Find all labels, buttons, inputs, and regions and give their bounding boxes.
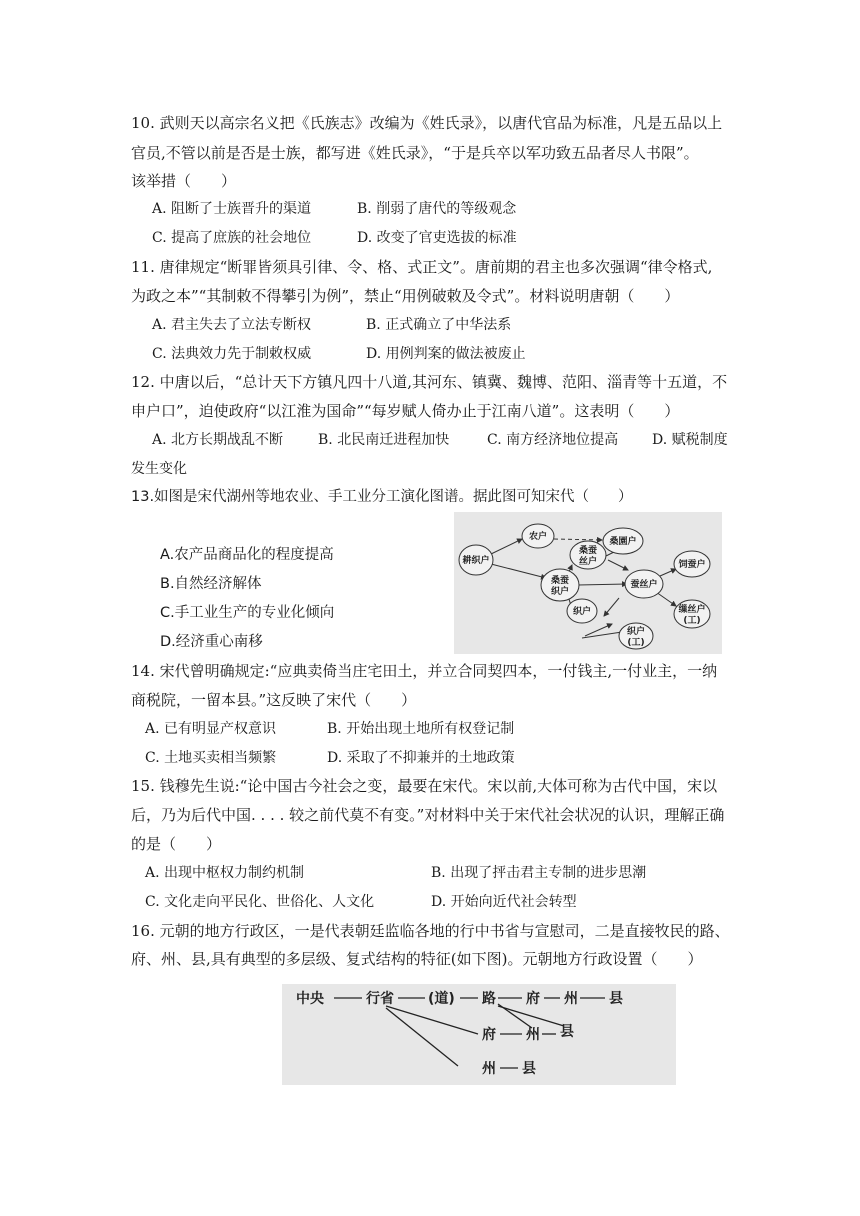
q11-option-c: C. 法典效力先于制敕权威 [152, 346, 312, 362]
q12-stem-line-2: 申户口”，迫使政府“以江淮为国命”“每岁赋人倚办止于江南八道”。这表明（ ） [131, 402, 680, 420]
node-zhigong-1: 织户 [626, 627, 646, 637]
q16-admin-diagram [282, 984, 676, 1085]
q12-option-d: D. 赋税制度 [652, 432, 728, 448]
q10-option-a: A. 阻断了士族晋升的渠道 [152, 201, 312, 217]
q16-stem-line-1: 16. 元朝的地方行政区，一是代表朝廷监临各地的行中书省与宣慰司，二是直接牧民的路、 [131, 922, 730, 940]
q14-option-c: C. 土地买卖相当频繁 [145, 750, 277, 766]
q13-option-d: D.经济重心南移 [160, 634, 263, 650]
q16-stem-line-2: 府、州、县,具有典型的多层级、复式结构的特征(如下图)。元朝地方行政设置（ ） [131, 950, 703, 968]
dao-label: (道) [428, 991, 455, 1007]
q13-division-diagram [454, 512, 722, 654]
xian-bot-label: 县 [522, 1061, 536, 1077]
node-sican: 饲蚕户 [678, 560, 706, 570]
q10-option-c: C. 提高了庶族的社会地位 [152, 230, 312, 246]
q15-stem-line-3: 的是（ ） [131, 835, 222, 853]
node-sangyuan: 桑園户 [609, 537, 637, 547]
q13-option-a: A.农产品商品化的程度提高 [160, 547, 334, 563]
q11-option-b: B. 正式确立了中华法系 [366, 317, 512, 333]
node-cansi: 蚕丝户 [630, 580, 658, 590]
zhou-mid-label: 州 [526, 1027, 540, 1043]
q10-stem-line-3: 该举措（ ） [131, 172, 237, 190]
q14-option-a: A. 已有明显产权意识 [145, 721, 277, 737]
q12-option-a: A. 北方长期战乱不断 [152, 432, 284, 448]
q10-stem-line-2: 官员,不管以前是否是士族，都写进《姓氏录》，“于是兵卒以军功致五品者尽人书限”。 [131, 144, 699, 162]
node-saosi-2: (工) [683, 616, 701, 626]
q14-option-d: D. 采取了不抑兼并的土地政策 [327, 750, 515, 766]
xian-top-label: 县 [609, 991, 623, 1007]
fu-top-label: 府 [526, 991, 540, 1007]
node-saosi-1: 缫丝户 [678, 605, 706, 615]
zhou-bot-label: 州 [482, 1061, 496, 1077]
node-sangcan-zhi-1: 桑蚕 [550, 576, 570, 586]
q12-option-d-continued: 发生变化 [131, 461, 187, 477]
zhou-top-label: 州 [564, 991, 578, 1007]
fu-mid-label: 府 [482, 1027, 496, 1043]
q15-option-d: D. 开始向近代社会转型 [431, 894, 577, 910]
q11-option-a: A. 君主失去了立法专断权 [152, 317, 312, 333]
q12-stem-line-1: 12. 中唐以后，“总计天下方镇凡四十八道,其河东、镇冀、魏博、范阳、淄青等十五道，不 [131, 373, 728, 391]
q11-stem-line-2: 为政之本”“其制敕不得攀引为例”，禁止“用例破敕及令式”。材料说明唐朝（ ） [131, 287, 680, 305]
q13-option-c: C.手工业生产的专业化倾向 [160, 605, 335, 621]
q14-stem-line-1: 14. 宋代曾明确规定:“应典卖倚当庄宅田土，并立合同契四本，一付钱主,一付业主，一纳 [131, 662, 718, 680]
zhongyang-label: 中央 [296, 991, 324, 1007]
node-zhi: 织户 [572, 607, 592, 617]
node-sangcan-si-2: 丝户 [578, 557, 598, 567]
node-zhigong-2: (工) [627, 638, 645, 648]
q10-stem-line-1: 10. 武则天以高宗名义把《氏族志》改编为《姓氏录》，以唐代官品为标准，凡是五品以上 [131, 114, 723, 132]
q12-option-c: C. 南方经济地位提高 [487, 432, 619, 448]
xingsheng-label: 行省 [366, 991, 394, 1007]
q14-stem-line-2: 商税院，一留本县。”这反映了宋代（ ） [131, 691, 417, 709]
q12-option-b: B. 北民南迁进程加快 [318, 432, 450, 448]
q10-option-d: D. 改变了官吏选拔的标准 [357, 230, 517, 246]
node-sangcan-zhi-2: 织户 [550, 587, 570, 597]
node-nong: 农户 [528, 532, 548, 542]
lu-label: 路 [482, 991, 496, 1007]
q14-option-b: B. 开始出现土地所有权登记制 [327, 721, 515, 737]
q15-option-c: C. 文化走向平民化、世俗化、人文化 [145, 894, 375, 910]
q10-option-b: B. 削弱了唐代的等级观念 [357, 201, 517, 217]
q15-stem-line-2: 后，乃为后代中国. . . . 较之前代莫不有变。”对材料中关于宋代社会状况的认识，理解正确 [131, 806, 725, 824]
q15-stem-line-1: 15. 钱穆先生说:“论中国古今社会之变，最要在宋代。宋以前,大体可称为古代中国，宋以 [131, 777, 718, 795]
q11-option-d: D. 用例判案的做法被废止 [366, 346, 526, 362]
q13-stem: 13.如图是宋代湖州等地农业、手工业分工演化图谱。据此图可知宋代（ ） [131, 489, 633, 505]
q15-option-b: B. 出现了抨击君主专制的进步思潮 [431, 865, 647, 881]
q15-option-a: A. 出现中枢权力制约机制 [145, 865, 305, 881]
node-sangcan-si-1: 桑蚕 [578, 546, 598, 556]
node-gengzhi: 耕织户 [462, 556, 490, 566]
q13-option-b: B.自然经济解体 [160, 576, 262, 592]
xian-mid-label: 县 [560, 1024, 574, 1040]
q11-stem-line-1: 11. 唐律规定“断罪皆须具引律、令、格、式正文”。唐前期的君主也多次强调“律令格式, [131, 258, 713, 276]
